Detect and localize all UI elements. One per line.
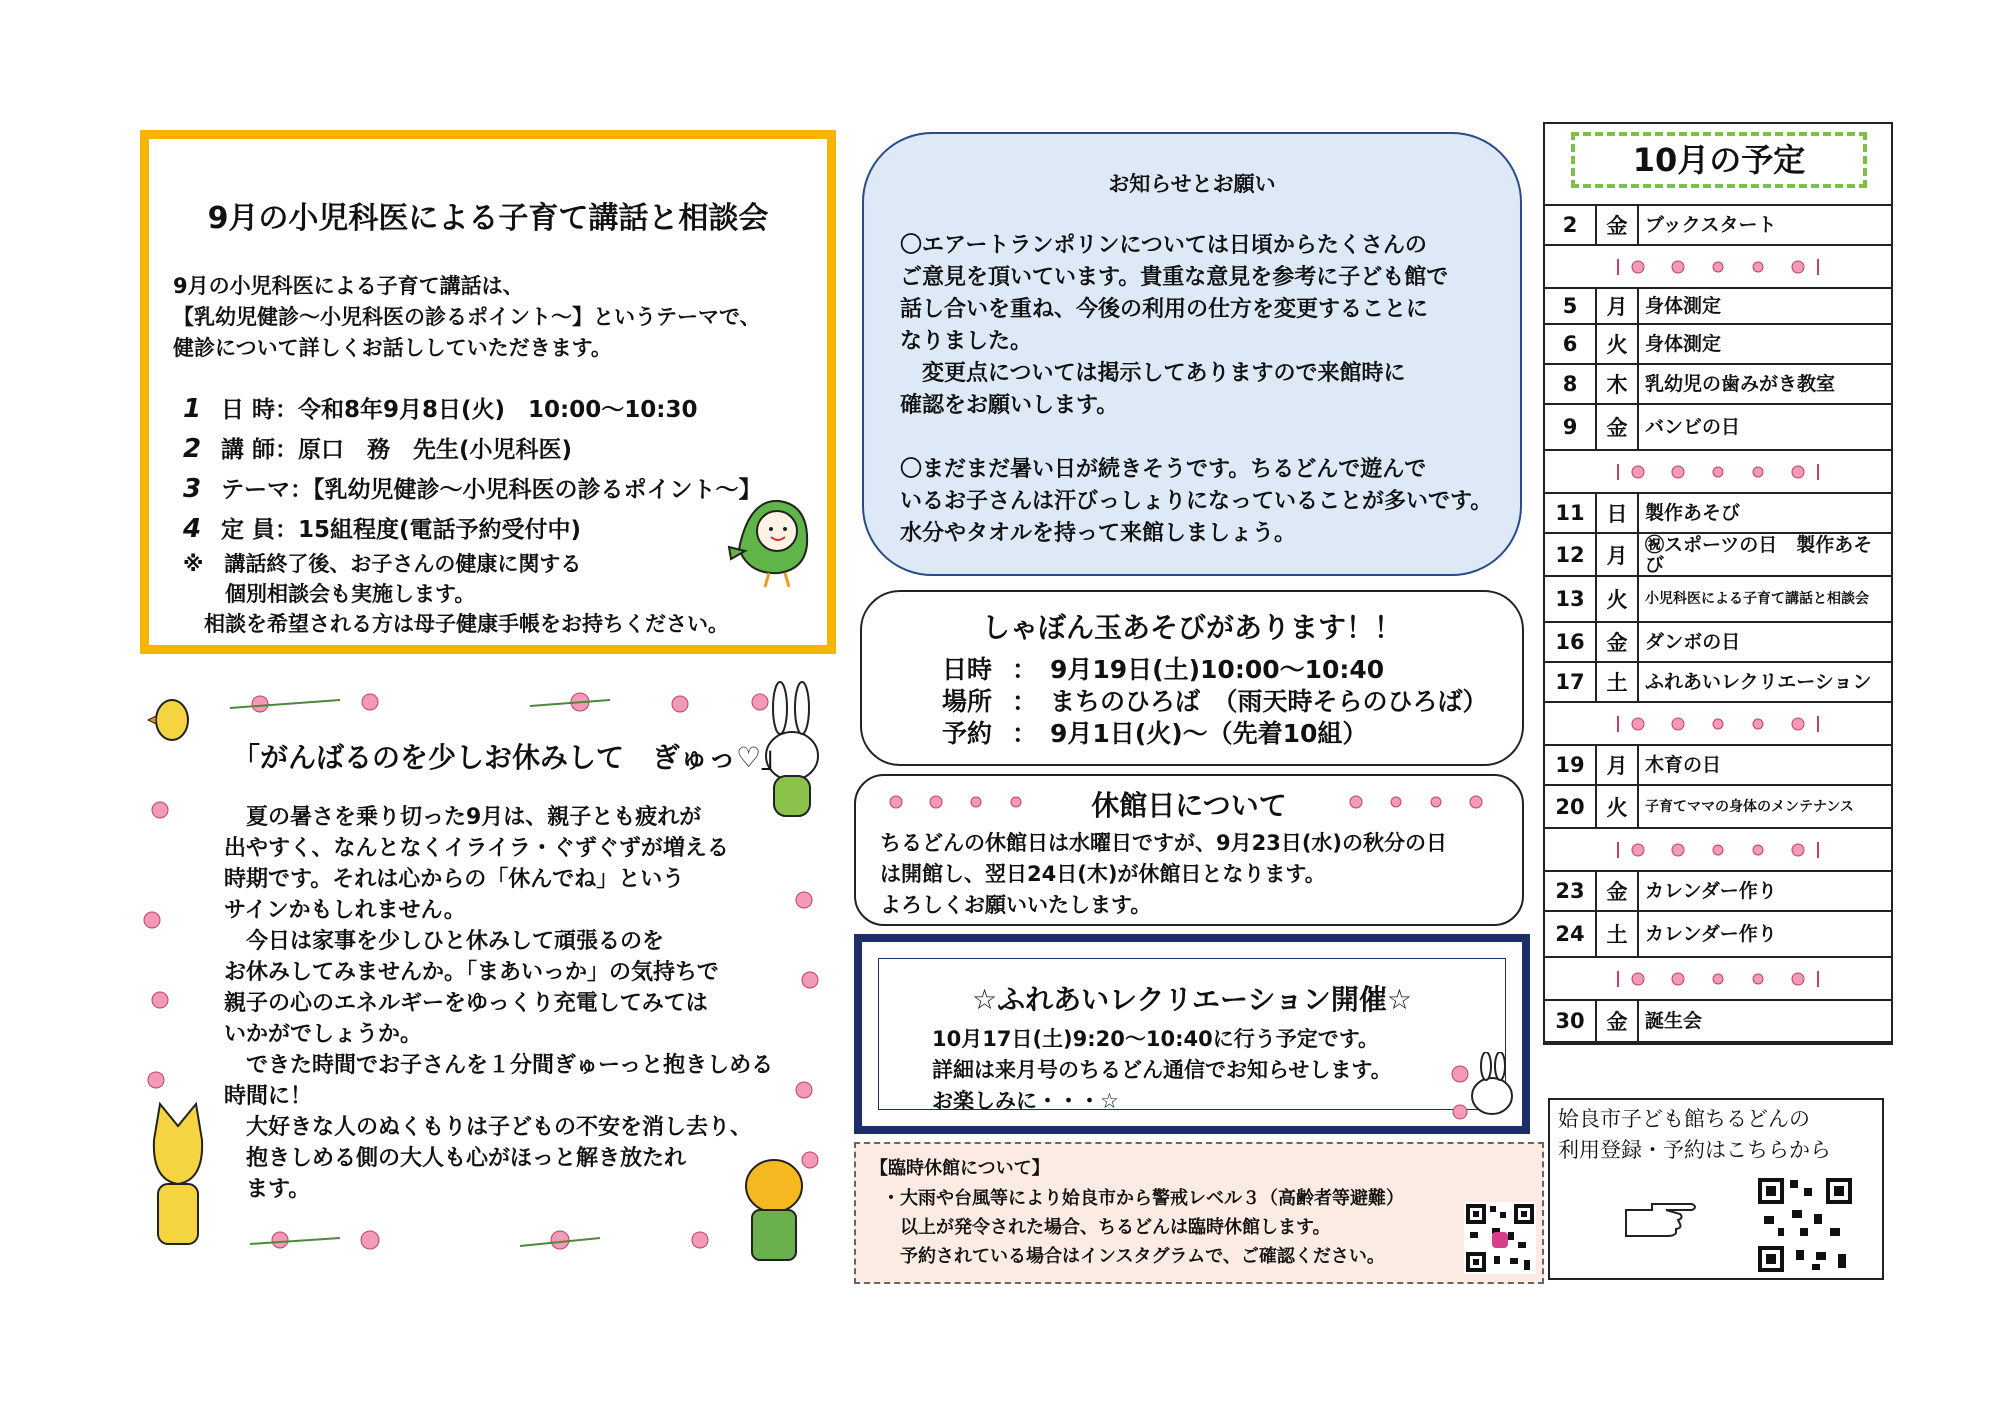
notice-line <box>900 422 1492 454</box>
schedule-weekday: 金 <box>1597 405 1639 449</box>
temporary-closure-line: 予約されている場合はインスタグラムで、ご確認ください。 <box>882 1246 1385 1267</box>
message-line: 時期です。それは心からの「休んでね」という <box>224 867 685 892</box>
detail-number: 4 <box>183 514 202 544</box>
schedule-decoration-row <box>1545 829 1891 872</box>
schedule-row <box>1545 405 1891 451</box>
detail-value: ：15組程度(電話予約受付中) <box>275 517 582 543</box>
detail-value: 9月1日(火)～（先着10組） <box>1050 719 1368 748</box>
detail-number: 3 <box>183 474 202 504</box>
notice-title: お知らせとお願い <box>1108 172 1276 196</box>
schedule-event: 木育の日 <box>1645 754 1722 776</box>
closed-line: よろしくお願いいたします。 <box>880 893 1152 917</box>
schedule-day: 17 <box>1545 663 1597 701</box>
schedule-event: 子育てママの身体のメンテナンス <box>1645 798 1854 815</box>
schedule-header <box>1545 124 1891 206</box>
bubble-detail-row: 予約 ： 9月1日(火)～（先着10組） <box>942 719 1368 748</box>
notice-line: 話し合いを重ね、今後の利用の仕方を変更することに <box>900 297 1429 322</box>
bubble-title: しゃぼん玉あそびがあります！！ <box>981 611 1402 644</box>
schedule-row <box>1545 206 1891 246</box>
temporary-closure-line: 以上が発令された場合、ちるどんは臨時休館します。 <box>882 1217 1331 1238</box>
schedule-event: 誕生会 <box>1645 1010 1703 1032</box>
message-line: 抱きしめる側の大人も心がほっと解き放たれ <box>224 1146 687 1171</box>
schedule-row <box>1545 365 1891 405</box>
flower-dragonfly-decoration <box>1608 460 1828 484</box>
schedule-weekday: 日 <box>1597 494 1639 532</box>
message-line: サインかもしれません。 <box>224 898 466 923</box>
notice-line: 〇まだまだ暑い日が続きそうです。ちるどんで遊んで <box>900 457 1427 482</box>
schedule-decoration-row <box>1545 451 1891 494</box>
schedule-day: 12 <box>1545 534 1597 575</box>
detail-label: 場所 <box>942 687 993 716</box>
message-line: 時間に！ <box>224 1084 313 1109</box>
schedule-day: 13 <box>1545 577 1597 621</box>
seminar-box <box>140 130 836 654</box>
schedule-weekday: 火 <box>1597 577 1639 621</box>
seminar-detail-date <box>183 389 762 429</box>
seminar-details <box>183 389 762 549</box>
schedule-day: 23 <box>1545 872 1597 910</box>
schedule-event: カレンダー作り <box>1645 880 1777 902</box>
schedule-day: 16 <box>1545 623 1597 661</box>
message-section <box>140 680 840 1270</box>
bubble-details <box>942 654 1488 750</box>
temporary-closure-title: 【臨時休館について】 <box>870 1158 1050 1179</box>
flower-dragonfly-decoration <box>1608 967 1828 991</box>
detail-value: ：令和8年9月8日(火) 10:00～10:30 <box>275 397 698 423</box>
schedule-row <box>1545 872 1891 912</box>
recreation-title: ☆ふれあいレクリエーション開催☆ <box>972 983 1412 1016</box>
schedule-weekday: 木 <box>1597 365 1639 403</box>
notice-line: いるお子さんは汗びっしょりになっていることが多いです。 <box>900 489 1493 514</box>
registration-text <box>1558 1104 1831 1166</box>
seminar-note-line: 個別相談会も実施します。 <box>183 582 476 606</box>
schedule-weekday: 金 <box>1597 623 1639 661</box>
notice-line: 確認をお願いします。 <box>900 393 1119 418</box>
notice-box <box>862 132 1522 576</box>
schedule-row <box>1545 623 1891 663</box>
message-body <box>224 802 773 1205</box>
temporary-closure-line: ・大雨や台風等により姶良市から警戒レベル３（高齢者等避難） <box>882 1188 1404 1209</box>
seminar-intro-line: 9月の小児科医による子育て講話は、 <box>173 274 524 298</box>
detail-label: 日 時 <box>221 397 276 423</box>
schedule-event: ブックスタート <box>1645 214 1777 236</box>
schedule-event: 製作あそび <box>1645 502 1741 524</box>
schedule-event: バンビの日 <box>1645 416 1741 438</box>
schedule-rows <box>1545 206 1891 1043</box>
schedule-event: カレンダー作り <box>1645 923 1777 945</box>
schedule-decoration-row <box>1545 246 1891 289</box>
flower-dragonfly-decoration <box>1608 712 1828 736</box>
seminar-title: 9月の小児科医による子育て講話と相談会 <box>207 201 769 236</box>
seminar-note-line: ※ 講話終了後、お子さんの健康に関する <box>183 552 582 576</box>
seminar-intro-line: 健診について詳しくお話ししていただきます。 <box>173 336 612 360</box>
green-bird-illustration <box>709 489 819 589</box>
registration-line: 利用登録・予約はこちらから <box>1558 1138 1831 1162</box>
instagram-qr-code[interactable] <box>1464 1202 1536 1274</box>
schedule-day: 8 <box>1545 365 1597 403</box>
schedule-weekday: 金 <box>1597 1001 1639 1041</box>
seminar-intro <box>173 271 761 364</box>
recreation-body <box>932 1024 1392 1117</box>
flower-dragonfly-decoration <box>1608 255 1828 279</box>
schedule-weekday: 土 <box>1597 663 1639 701</box>
schedule-row <box>1545 663 1891 703</box>
detail-number: 2 <box>183 434 202 464</box>
schedule-weekday: 火 <box>1597 786 1639 827</box>
message-line: ます。 <box>224 1177 311 1202</box>
schedule-row <box>1545 1001 1891 1043</box>
detail-value: まちのひろば （雨天時そらのひろば） <box>1050 687 1488 716</box>
schedule-row <box>1545 325 1891 365</box>
schedule-weekday: 火 <box>1597 325 1639 363</box>
detail-value: ：原口 務 先生(小児科医) <box>275 437 573 463</box>
message-headline: 「がんばるのを少しお休みして ぎゅっ♡」 <box>232 741 790 774</box>
detail-value: ：【乳幼児健診～小児科医の診るポイント～】 <box>290 477 762 503</box>
notice-line: 変更点については掲示してありますので来館時に <box>900 361 1406 386</box>
rabbit-flowers-illustration <box>1448 1052 1524 1122</box>
schedule-table <box>1543 122 1893 1045</box>
detail-label: 予約 <box>942 719 993 748</box>
notice-line: なりました。 <box>900 329 1033 354</box>
closed-title: 休館日について <box>1091 789 1287 822</box>
schedule-row <box>1545 746 1891 786</box>
schedule-weekday: 月 <box>1597 534 1639 575</box>
message-line: お休みしてみませんか。「まあいっか」の気持ちで <box>224 960 719 985</box>
seminar-detail-theme <box>183 469 762 509</box>
message-line: いかがでしょうか。 <box>224 1022 423 1047</box>
message-line: 出やすく、なんとなくイライラ・ぐずぐずが増える <box>224 836 729 861</box>
seminar-detail-capacity <box>183 509 762 549</box>
schedule-title: 10月の予定 <box>1571 132 1867 188</box>
schedule-decoration-row <box>1545 703 1891 746</box>
schedule-row <box>1545 534 1891 577</box>
notice-body <box>900 230 1492 550</box>
schedule-weekday: 土 <box>1597 912 1639 956</box>
schedule-event: ふれあいレクリエーション <box>1645 671 1872 693</box>
bubble-detail-row: 日時 ： 9月19日(土)10:00～10:40 <box>942 655 1385 684</box>
recreation-line: お楽しみに・・・☆ <box>932 1089 1119 1113</box>
temporary-closure-body <box>882 1184 1404 1271</box>
schedule-weekday: 金 <box>1597 872 1639 910</box>
closed-line: は開館し、翌日24日(木)が休館日となります。 <box>880 862 1326 886</box>
notice-line: 〇エアートランポリンについては日頃からたくさんの <box>900 233 1427 258</box>
seminar-note-line: 相談を希望される方は母子健康手帳をお持ちください。 <box>183 612 729 636</box>
seminar-detail-lecturer <box>183 429 762 469</box>
closed-line: ちるどんの休館日は水曜日ですが、9月23日(水)の秋分の日 <box>880 831 1448 855</box>
schedule-decoration-row <box>1545 958 1891 1001</box>
schedule-weekday: 月 <box>1597 746 1639 784</box>
detail-value: 9月19日(土)10:00～10:40 <box>1050 655 1385 684</box>
schedule-event: ダンボの日 <box>1645 631 1741 653</box>
schedule-day: 19 <box>1545 746 1597 784</box>
notice-line: 水分やタオルを持って来館しましょう。 <box>900 521 1297 546</box>
schedule-event: ㊗スポーツの日 製作あそび <box>1645 533 1873 576</box>
schedule-day: 20 <box>1545 786 1597 827</box>
message-line: 夏の暑さを乗り切った9月は、親子とも疲れが <box>224 805 702 830</box>
recreation-line: 詳細は来月号のちるどん通信でお知らせします。 <box>932 1058 1392 1082</box>
schedule-row <box>1545 912 1891 958</box>
registration-qr-code[interactable] <box>1756 1176 1854 1274</box>
notice-line: ご意見を頂いています。貴重な意見を参考に子ども館で <box>900 265 1449 290</box>
schedule-row <box>1545 577 1891 623</box>
detail-label: テーマ <box>221 477 290 503</box>
seminar-intro-line: 【乳幼児健診～小児科医の診るポイント～】というテーマで、 <box>173 305 761 329</box>
recreation-box <box>854 934 1530 1134</box>
schedule-day: 2 <box>1545 206 1597 244</box>
schedule-day: 11 <box>1545 494 1597 532</box>
schedule-day: 24 <box>1545 912 1597 956</box>
schedule-weekday: 月 <box>1597 289 1639 323</box>
message-line: 親子の心のエネルギーをゆっくり充電してみては <box>224 991 708 1016</box>
temporary-closure-box <box>854 1142 1544 1284</box>
schedule-event: 身体測定 <box>1645 333 1722 355</box>
registration-line: 姶良市子ども館ちるどんの <box>1558 1107 1810 1131</box>
pointing-hand-icon <box>1622 1196 1702 1240</box>
bubble-detail-row: 場所 ： まちのひろば （雨天時そらのひろば） <box>942 687 1488 716</box>
closed-day-box <box>854 774 1524 926</box>
schedule-event: 小児科医による子育て講話と相談会 <box>1645 591 1869 607</box>
recreation-line: 10月17日(土)9:20～10:40に行う予定です。 <box>932 1027 1380 1051</box>
schedule-day: 6 <box>1545 325 1597 363</box>
flower-dragonfly-decoration <box>1608 838 1828 862</box>
closed-body <box>880 828 1447 921</box>
message-line: 大好きな人のぬくもりは子どもの不安を消し去り、 <box>224 1115 753 1140</box>
registration-box <box>1548 1098 1884 1280</box>
schedule-event: 乳幼児の歯みがき教室 <box>1645 373 1836 395</box>
detail-number: 1 <box>183 394 202 424</box>
schedule-row <box>1545 494 1891 534</box>
bubble-event-box <box>860 590 1524 766</box>
schedule-row <box>1545 289 1891 325</box>
detail-label: 講 師 <box>221 437 276 463</box>
schedule-day: 9 <box>1545 405 1597 449</box>
message-line: できた時間でお子さんを１分間ぎゅーっと抱きしめる <box>224 1053 774 1078</box>
schedule-event: 身体測定 <box>1645 295 1722 317</box>
schedule-weekday: 金 <box>1597 206 1639 244</box>
message-line: 今日は家事を少しひと休みして頑張るのを <box>224 929 665 954</box>
schedule-day: 5 <box>1545 289 1597 323</box>
detail-label: 定 員 <box>221 517 276 543</box>
schedule-row <box>1545 786 1891 829</box>
seminar-note <box>183 549 729 639</box>
detail-label: 日時 <box>942 655 993 684</box>
schedule-day: 30 <box>1545 1001 1597 1041</box>
